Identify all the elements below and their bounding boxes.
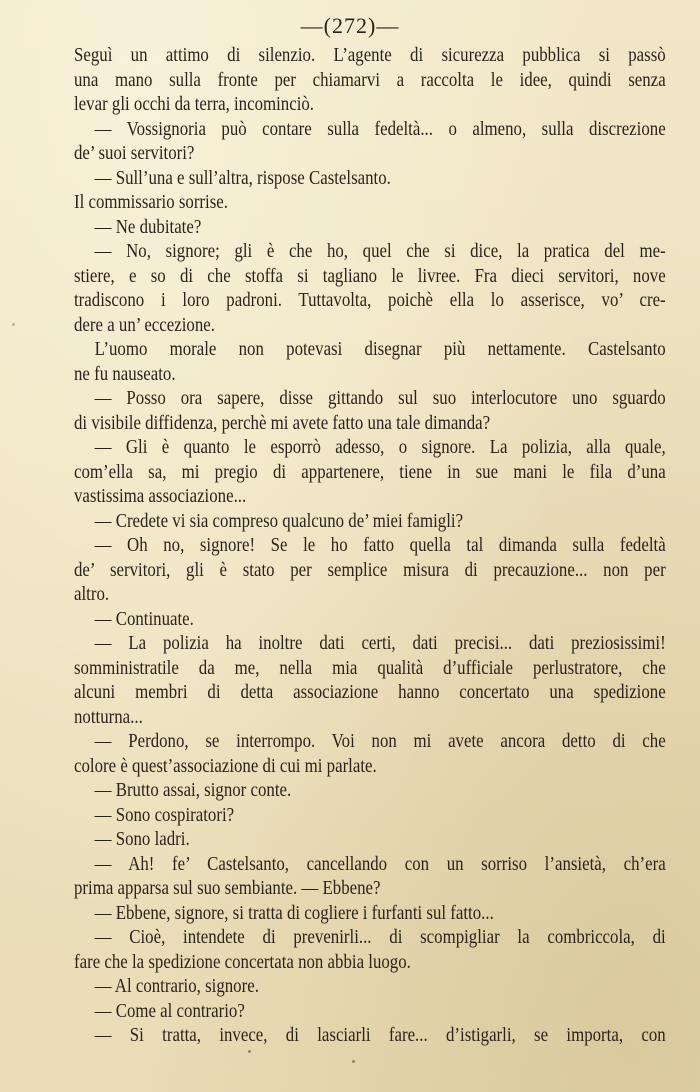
text-line: colore è quest’associazione di cui mi parlate. [74,755,377,777]
text-line: stiere, e so di che stoffa si tagliano le livree. Fra dieci servitori, nove [74,265,666,287]
text-line: — Sull’una e sull’altra, rispose Castelsanto. [94,167,391,189]
text-line: com’ella sa, mi pregio di appartenere, tiene in sue mani le fila d’una [74,461,666,483]
text-line: de’ suoi servitori? [74,143,195,164]
text-line: de’ servitori, gli è stato per semplice misura di precauzione... non per [74,559,666,581]
text-line: — Oh no, signore! Se le ho fatto quella tal dimanda sulla fedeltà [94,535,666,556]
text-line: — Ne dubitate? [94,216,202,238]
page-number-header: —(272)— [300,13,400,38]
text-line: — No, signore; gli è che ho, quel che si dice, la pratica del me- [94,241,666,262]
text-line: — Come al contrario? [94,1000,245,1022]
text-line: di visibile diffidenza, perchè mi avete fatto una tale dimanda? [74,412,491,434]
text-line: — Cioè, intendete di prevenirli... di scompigliar la combriccola, di [94,927,666,948]
text-line: levar gli occhi da terra, incominciò. [74,94,315,115]
text-line: — Ebbene, signore, si tratta di cogliere i furfanti sul fatto... [94,902,494,924]
text-line: fare che la spedizione concertata non abbia luogo. [74,951,411,973]
text-line: — Vossignoria può contare sulla fedeltà... o almeno, sulla discrezione [94,118,666,140]
text-line: alcuni membri di detta associazione hanno concertato una spedizione [74,682,666,703]
text-line: tradiscono i loro padroni. Tuttavolta, poichè ella lo asserisce, vo’ cre- [74,290,666,311]
text-line: prima apparsa sul suo sembiante. — Ebbene? [74,878,381,899]
text-line: — La polizia ha inoltre dati certi, dati precisi... dati preziosissimi! [94,633,666,654]
ink-speck [12,323,15,326]
text-line: — Gli è quanto le esporrò adesso, o signore. La polizia, alla quale, [94,437,666,458]
text-line: — Al contrario, signore. [94,976,259,997]
text-line: vastissima associazione... [74,486,247,507]
text-line: ne fu nauseato. [74,363,176,385]
text-line: — Sono ladri. [94,829,190,850]
text-line: — Si tratta, invece, di lasciarli fare... d’istigarli, se importa, con [94,1025,666,1046]
text-line: — Brutto assai, signor conte. [94,780,292,801]
text-line: somministratile da me, nella mia qualità d’ufficiale perlustratore, che [74,657,666,679]
text-line: L’uomo morale non potevasi disegnar più nettamente. Castelsanto [94,339,666,360]
page-body-text [74,44,666,1049]
text-line: — Credete vi sia compreso qualcuno de’ miei famigli? [94,510,464,532]
text-line: — Continuate. [94,608,194,630]
text-line: Il commissario sorrise. [74,192,228,213]
text-line: notturna... [74,706,143,728]
text-line: dere a un’ eccezione. [74,314,215,336]
ink-speck [248,1050,251,1053]
text-line: — Posso ora sapere, disse gittando sul suo interlocutore uno sguardo [94,388,666,409]
text-line: — Ah! fe’ Castelsanto, cancellando con un sorriso l’ansietà, ch’era [94,853,666,875]
text-line: Seguì un attimo di silenzio. L’agente di sicurezza pubblica si passò [74,45,666,66]
text-line: — Perdono, se interrompo. Voi non mi avete ancora detto di che [94,731,666,752]
text-line: altro. [74,584,110,605]
text-line: — Sono cospiratori? [94,804,235,826]
text-line: una mano sulla fronte per chiamarvi a raccolta le idee, quindi senza [74,69,666,91]
ink-speck [352,1060,355,1063]
